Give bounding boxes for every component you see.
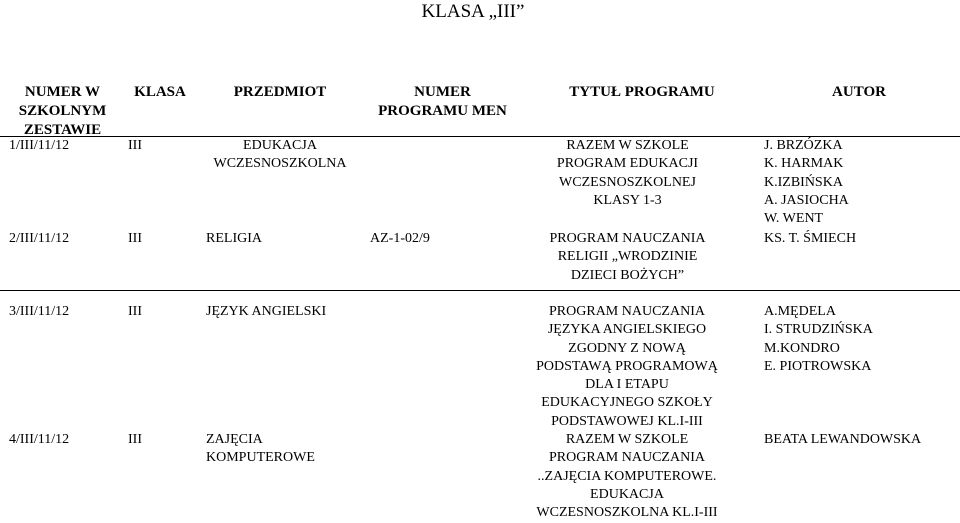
row4-autor: BEATA LEWANDOWSKA	[764, 432, 922, 447]
row2-numer: 2/III/11/12	[9, 231, 70, 246]
row4-klasa: III	[128, 432, 142, 447]
row2-tytul: PROGRAM NAUCZANIA RELIGII „WRODZINIE DZIECI BOŻYCH”	[549, 231, 706, 283]
row1-klasa: III	[128, 138, 142, 153]
page-title: KLASA „III”	[421, 1, 525, 22]
row1-tytul: RAZEM W SZKOLE PROGRAM EDUKACJI WCZESNOSZKOLNEJ KLASY 1-3	[556, 138, 699, 208]
header-tytul: TYTUŁ PROGRAMU	[569, 84, 715, 100]
row3-tytul: PROGRAM NAUCZANIA JĘZYKA ANGIELSKIEGO ZGODNY Z NOWĄ PODSTAWĄ PROGRAMOWĄ DLA I ETAPU EDUKACYJNEGO SZKOŁY PODSTAWOWEJ KL.I-III	[536, 304, 718, 429]
header-klasa: KLASA	[134, 84, 186, 100]
header-numer-programu: NUMER PROGRAMU MEN	[378, 84, 507, 119]
row1-przedmiot: EDUKACJA WCZESNOSZKOLNA	[213, 138, 347, 172]
header-autor: AUTOR	[832, 84, 886, 100]
row2-autor: KS. T. ŚMIECH	[764, 231, 857, 246]
row2-przedmiot: RELIGIA	[206, 231, 262, 246]
row1-numer: 1/III/11/12	[9, 138, 70, 153]
row-divider	[0, 290, 960, 291]
row3-klasa: III	[128, 304, 142, 319]
header-numer: NUMER W SZKOLNYM ZESTAWIE	[18, 84, 107, 138]
row4-przedmiot: ZAJĘCIA KOMPUTEROWE	[206, 432, 315, 466]
row4-numer: 4/III/11/12	[9, 432, 70, 447]
row3-przedmiot: JĘZYK ANGIELSKI	[206, 304, 327, 319]
row4-tytul: RAZEM W SZKOLE PROGRAM NAUCZANIA ..ZAJĘCIA KOMPUTEROWE. EDUKACJA WCZESNOSZKOLNA KL.I-III	[536, 432, 718, 521]
row2-klasa: III	[128, 231, 142, 246]
row1-autor: J. BRZÓZKA K. HARMAK K.IZBIŃSKA A. JASIOCHA W. WENT	[764, 138, 849, 227]
row3-numer: 3/III/11/12	[9, 304, 70, 319]
row2-numer-programu: AZ-1-02/9	[370, 231, 430, 246]
header-przedmiot: PRZEDMIOT	[233, 84, 327, 100]
program-table	[0, 80, 960, 523]
row3-autor: A.MĘDELA I. STRUDZIŃSKA M.KONDRO E. PIOTROWSKA	[764, 304, 873, 374]
